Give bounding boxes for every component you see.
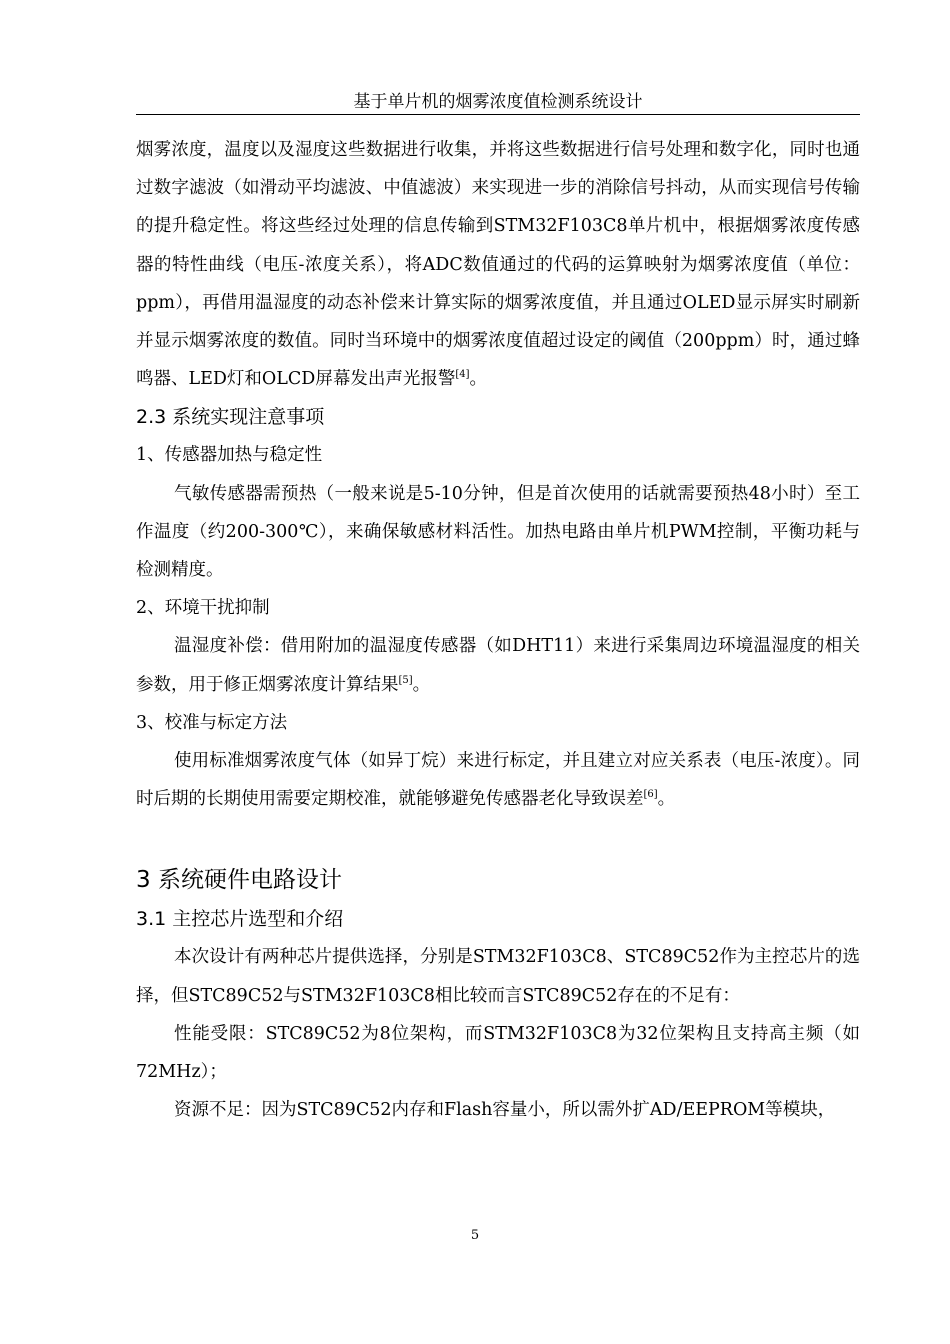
section-heading-2-3: 2.3 系统实现注意事项 [136, 406, 325, 429]
item-3-paragraph: 使用标准烟雾浓度气体（如异丁烷）来进行标定，并且建立对应关系表（电压-浓度）。同时后期的长期使用需要定期校准，就能够避免传感器老化导致误差[6]。 [136, 751, 860, 810]
chapter-heading-3: 3 系统硬件电路设计 [136, 867, 342, 894]
item-3-title: 3、校准与标定方法 [136, 712, 288, 733]
intro-paragraph: 烟雾浓度，温度以及湿度这些数据进行收集，并将这些数据进行信号处理和数字化，同时也通过数字滤波（如滑动平均滤波、中值滤波）来实现进一步的消除信号抖动，从而实现信号传输的提升稳定性。将这些经过处理的信息传输到STM32F103C8单片机中，根据烟雾浓度传感器的特性曲线（电压-浓度关系），将ADC数值通过的代码的运算映射为烟雾浓度值（单位：ppm），再借用温湿度的动态补偿来计算实际的烟雾浓度值，并且通过OLED显示屏实时刷新并显示烟雾浓度的数值。同时当环境中的烟雾浓度值超过设定的阈值（200ppm）时，通过蜂鸣器、LED灯和OLCD屏幕发出声光报警[4]。 [136, 140, 860, 390]
intro-text: 烟雾浓度，温度以及湿度这些数据进行收集，并将这些数据进行信号处理和数字化，同时也通过数字滤波（如滑动平均滤波、中值滤波）来实现进一步的消除信号抖动，从而实现信号传输的提升稳定性。将这些经过处理的信息传输到STM32F103C8单片机中，根据烟雾浓度传感器的特性曲线（电压-浓度关系），将ADC数值通过的代码的运算映射为烟雾浓度值（单位：ppm），再借用温湿度的动态补偿来计算实际的烟雾浓度值，并且通过OLED显示屏实时刷新并显示烟雾浓度的数值。同时当环境中的烟雾浓度值超过设定的阈值（200ppm）时，通过蜂鸣器、LED灯和OLCD屏幕发出声光报警 [136, 140, 860, 390]
section-3-1-para-2: 性能受限：STC89C52为8位架构，而STM32F103C8为32位架构且支持高主频（如72MHz）； [136, 1023, 860, 1083]
header-divider [136, 114, 860, 115]
item-2-title: 2、环境干扰抑制 [136, 598, 270, 619]
page-number: 5 [470, 1228, 480, 1243]
item-3-text: 使用标准烟雾浓度气体（如异丁烷）来进行标定，并且建立对应关系表（电压-浓度）。同时后期的长期使用需要定期校准，就能够避免传感器老化导致误差 [136, 751, 860, 810]
item-2-text: 温湿度补偿：借用附加的温湿度传感器（如DHT11）来进行采集周边环境温湿度的相关参数，用于修正烟雾浓度计算结果 [136, 636, 860, 695]
page-content [136, 131, 860, 1129]
item-2-paragraph: 温湿度补偿：借用附加的温湿度传感器（如DHT11）来进行采集周边环境温湿度的相关参数，用于修正烟雾浓度计算结果[5]。 [136, 636, 860, 695]
item-1-text: 气敏传感器需预热（一般来说是5-10分钟，但是首次使用的话就需要预热48小时）至工作温度（约200-300℃），来确保敏感材料活性。加热电路由单片机PWM控制，平衡功耗与检测精度。 [136, 483, 860, 581]
citation-6[interactable]: [6] [643, 789, 658, 801]
section-heading-3-1: 3.1 主控芯片选型和介绍 [136, 908, 344, 931]
citation-4[interactable]: [4] [455, 369, 470, 381]
citation-5[interactable]: [5] [398, 674, 413, 686]
item-1-title: 1、传感器加热与稳定性 [136, 445, 323, 466]
section-3-1-para-1: 本次设计有两种芯片提供选择，分别是STM32F103C8、STC89C52作为主控芯片的选择，但STC89C52与STM32F103C8相比较而言STC89C52存在的不足有： [136, 947, 860, 1006]
section-3-1-para-3: 资源不足：因为STC89C52内存和Flash容量小，所以需外扩AD/EEPROM等模块， [174, 1100, 836, 1121]
page-header-title: 基于单片机的烟雾浓度值检测系统设计 [353, 92, 643, 112]
